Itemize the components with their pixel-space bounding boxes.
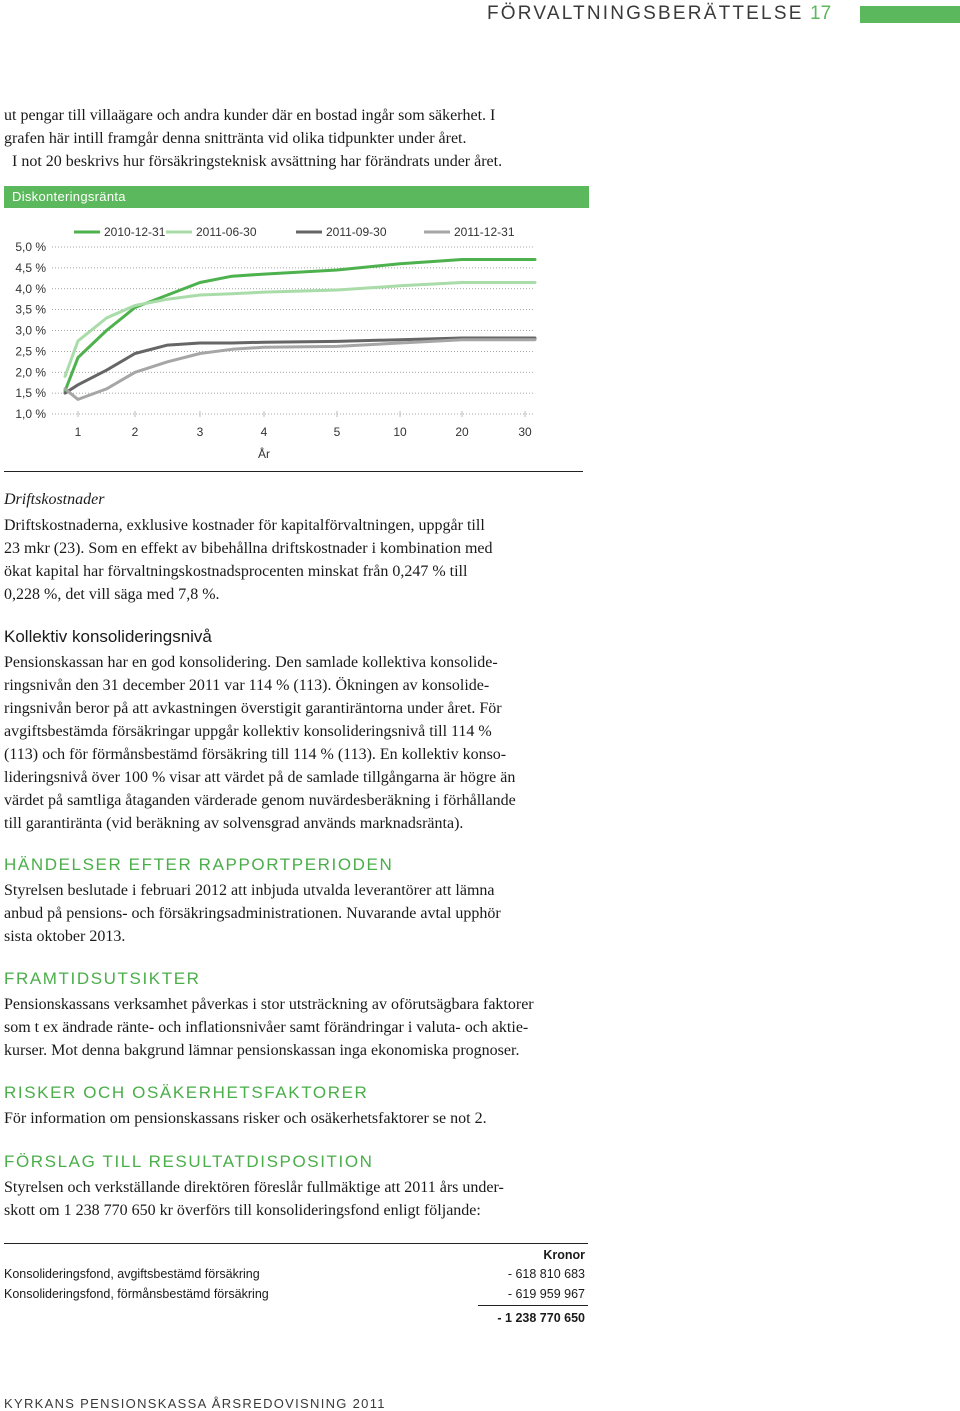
x-tick-label: 1 (74, 425, 82, 439)
x-tick-label: 30 (518, 425, 532, 439)
header-accent-bar (860, 6, 960, 23)
text-line: ut pengar till villaägare och andra kunder där en bostad ingår som säkerhet. I (4, 107, 496, 124)
text-line: kurser. Mot denna bakgrund lämnar pensionskassan inga ekonomiska prognoser. (4, 1042, 520, 1059)
legend-label: 2011-06-30 (196, 225, 257, 239)
text-line: Pensionskassans verksamhet påverkas i stor utsträckning av oförutsägbara faktorer (4, 996, 534, 1013)
table-total-row (4, 1311, 585, 1329)
text-line: 23 mkr (23). Som en effekt av bibehållna driftskostnader i kombination med (4, 540, 493, 557)
text-line: Styrelsen beslutade i februari 2012 att inbjuda utvalda leverantörer att lämna (4, 882, 495, 899)
konsolidering-paragraph (4, 651, 589, 835)
text-line: ringsnivån beror på att avkastningen överstigit garantiräntorna under året. För (4, 700, 502, 717)
y-tick-label: 3,5 % (15, 302, 46, 317)
x-tick-label: 2 (131, 425, 139, 439)
text-line: Driftskostnaderna, exklusive kostnader för kapitalförvaltningen, uppgår till (4, 517, 485, 534)
series-line (65, 340, 535, 400)
table-row (4, 1267, 585, 1285)
text-line: grafen här intill framgår denna snittränta vid olika tidpunkter under året. (4, 130, 467, 147)
text-line: sista oktober 2013. (4, 928, 126, 945)
text-line: (113) och för förmånsbestämd försäkring till 114 % (113). En kollektiv konso- (4, 746, 507, 763)
x-tick-label: 4 (260, 425, 268, 439)
row-label: Konsolideringsfond, förmånsbestämd försäkring (4, 1287, 269, 1301)
text-line: skott om 1 238 770 650 kr överförs till konsolideringsfond enligt följande: (4, 1202, 481, 1219)
y-tick-label: 2,5 % (15, 344, 46, 359)
x-axis-label: År (258, 447, 270, 461)
chart-bottom-rule (4, 471, 583, 472)
text-line: Styrelsen och verkställande direktören föreslår fullmäktige att 2011 års under- (4, 1179, 504, 1196)
framtid-heading: FRAMTIDSUTSIKTER (4, 969, 201, 988)
chart-title-band (4, 186, 589, 208)
handelser-paragraph (4, 879, 589, 948)
risker-heading: RISKER OCH OSÄKERHETSFAKTORER (4, 1083, 369, 1102)
risker-paragraph (4, 1107, 589, 1130)
forslag-paragraph (4, 1176, 589, 1222)
y-tick-label: 3,0 % (15, 323, 46, 338)
x-tick-label: 3 (196, 425, 204, 439)
series-line (65, 283, 535, 377)
y-tick-label: 1,5 % (15, 386, 46, 401)
handelser-heading: HÄNDELSER EFTER RAPPORTPERIODEN (4, 855, 394, 874)
text-line: till garantiränta (vid beräkning av solvensgrad används marknadsränta). (4, 815, 464, 832)
text-line: Pensionskassan har en god konsolidering. Den samlade kollektiva konsolide- (4, 654, 498, 671)
row-value: - 619 959 967 (507, 1287, 585, 1301)
x-tick-label: 20 (455, 425, 469, 439)
y-tick-label: 4,5 % (15, 260, 46, 275)
section-title: FÖRVALTNINGSBERÄTTELSE (487, 3, 804, 24)
legend-label: 2011-12-31 (454, 225, 515, 239)
text-line: lideringsnivå över 100 % visar att värdet på de samlade tillgångarna är högre än (4, 769, 516, 786)
column-header-kronor: Kronor (543, 1248, 585, 1262)
table-header-row (4, 1248, 585, 1266)
text-line: ringsnivån den 31 december 2011 var 114 % (113). Ökningen av konsolide- (4, 677, 490, 694)
text-line: I not 20 beskrivs hur försäkringsteknisk avsättning har förändrats under året. (4, 153, 503, 170)
table-row (4, 1287, 585, 1305)
forslag-heading: FÖRSLAG TILL RESULTATDISPOSITION (4, 1152, 374, 1171)
y-tick-label: 4,0 % (15, 281, 46, 296)
intro-paragraph (4, 104, 589, 173)
total-value: - 1 238 770 650 (497, 1311, 585, 1325)
table-top-rule (4, 1243, 588, 1244)
driftskostnader-paragraph (4, 514, 589, 606)
page-number: 17 (810, 3, 832, 24)
x-tick-label: 10 (393, 425, 407, 439)
chart-title: Diskonteringsränta (12, 189, 126, 204)
legend-label: 2010-12-31 (104, 225, 166, 239)
y-tick-label: 5,0 % (15, 240, 46, 254)
y-tick-label: 1,0 % (15, 407, 46, 421)
row-label: Konsolideringsfond, avgiftsbestämd försäkring (4, 1267, 260, 1281)
footer-text: KYRKANS PENSIONSKASSA ÅRSREDOVISNING 2011 (4, 1396, 386, 1411)
legend-label: 2011-09-30 (326, 225, 387, 239)
discount-rate-chart (0, 210, 600, 468)
row-value: - 618 810 683 (507, 1267, 585, 1281)
text-line: avgiftsbestämda försäkringar uppgår kollektiv konsolideringsnivå till 114 % (4, 723, 492, 740)
text-line: ökat kapital har förvaltningskostnadsprocenten minskat från 0,247 % till (4, 563, 468, 580)
x-tick-label: 5 (333, 425, 341, 439)
y-tick-label: 2,0 % (15, 365, 46, 380)
text-line: 0,228 %, det vill säga med 7,8 %. (4, 586, 220, 603)
text-line: värdet på samtliga åtaganden värderade genom nuvärdesberäkning i förhållande (4, 792, 516, 809)
framtid-paragraph (4, 993, 589, 1062)
driftskostnader-heading: Driftskostnader (4, 491, 105, 508)
table-total-rule (478, 1305, 588, 1306)
text-line: anbud på pensions- och försäkringsadministrationen. Nuvarande avtal upphör (4, 905, 501, 922)
text-line: som t ex ändrade ränte- och inflationsnivåer samt förändringar i valuta- och aktie- (4, 1019, 529, 1036)
text-line: För information om pensionskassans risker och osäkerhetsfaktorer se not 2. (4, 1110, 487, 1127)
konsolidering-heading: Kollektiv konsolideringsnivå (4, 627, 212, 646)
